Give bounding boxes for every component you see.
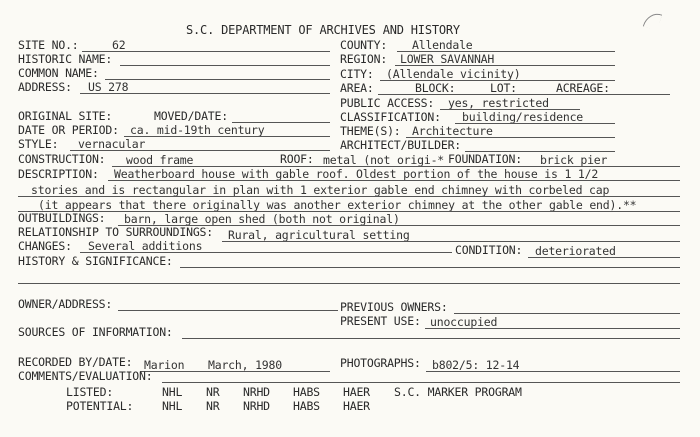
address-label: ADDRESS: <box>18 80 72 94</box>
listed-sc-marker: S.C. MARKER PROGRAM <box>394 385 522 399</box>
area-label: AREA: <box>340 81 374 95</box>
common-name-line <box>105 79 330 80</box>
foundation-label: FOUNDATION: <box>448 152 522 166</box>
construction-value: wood frame <box>126 153 194 167</box>
city-value: (Allendale vicinity) <box>386 67 521 81</box>
date-value: ca. mid-19th century <box>130 123 265 137</box>
potential-nrhd: NRHD <box>243 399 270 413</box>
relationship-value: Rural, agricultural setting <box>228 228 410 242</box>
construction-label: CONSTRUCTION: <box>18 152 106 166</box>
comments-label: COMMENTS/EVALUATION: <box>18 369 153 383</box>
site-no-line <box>82 51 330 52</box>
listed-haer: HAER <box>343 385 370 399</box>
description-rule-2 <box>18 196 680 197</box>
description-line-3: (it appears that there originally was another exterior chimney at the other gable end).** <box>38 198 637 212</box>
recorded-by-value: Marion <box>144 358 185 372</box>
county-label: COUNTY: <box>340 38 388 52</box>
condition-line <box>528 257 680 258</box>
photographs-line <box>426 371 680 372</box>
date-line <box>124 136 330 137</box>
city-label: CITY: <box>340 67 374 81</box>
lot-label: LOT: <box>490 81 517 95</box>
changes-label: CHANGES: <box>18 239 72 253</box>
listed-habs: HABS <box>293 385 320 399</box>
previous-owners-label: PREVIOUS OWNERS: <box>340 300 448 314</box>
site-no-label: SITE NO.: <box>18 38 79 52</box>
owner-label: OWNER/ADDRESS: <box>18 297 113 311</box>
theme-value: Architecture <box>412 124 493 138</box>
theme-label: THEME(S): <box>340 124 401 138</box>
history-label: HISTORY & SIGNIFICANCE: <box>18 254 173 268</box>
style-value: vernacular <box>78 137 146 151</box>
style-line <box>70 150 330 151</box>
foundation-value: brick pier <box>540 153 608 167</box>
style-label: STYLE: <box>18 137 59 151</box>
history-line-1 <box>180 267 680 268</box>
present-use-label: PRESENT USE: <box>340 314 421 328</box>
block-label: BLOCK: <box>415 81 456 95</box>
comments-line <box>162 382 680 383</box>
previous-owners-line <box>454 313 680 314</box>
classification-label: CLASSIFICATION: <box>340 110 441 124</box>
description-line-1: Weatherboard house with gable roof. Oldest portion of the house is 1 1/2 <box>114 167 599 181</box>
history-line-2 <box>18 283 680 284</box>
changes-value: Several additions <box>88 239 203 253</box>
changes-line <box>80 252 452 253</box>
region-value: LOWER SAVANNAH <box>400 52 495 66</box>
description-rule-1 <box>108 180 680 181</box>
photographs-label: PHOTOGRAPHS: <box>340 356 421 370</box>
listed-nhl: NHL <box>162 385 183 399</box>
relationship-line <box>222 241 680 242</box>
relationship-label: RELATIONSHIP TO SURROUNDINGS: <box>18 225 213 239</box>
recorded-line <box>140 371 330 372</box>
potential-haer: HAER <box>343 399 370 413</box>
address-line <box>80 93 330 94</box>
potential-nr: NR <box>206 399 220 413</box>
owner-line <box>118 310 338 311</box>
potential-nhl: NHL <box>162 399 183 413</box>
listed-nr: NR <box>206 385 220 399</box>
listed-nrhd: NRHD <box>243 385 270 399</box>
listed-label: LISTED: <box>66 385 114 399</box>
site-no-value: 62 <box>112 38 126 52</box>
moved-date-label: MOVED/DATE: <box>154 109 228 123</box>
historic-name-line <box>120 65 330 66</box>
original-site-label: ORIGINAL SITE: <box>18 109 113 123</box>
region-line <box>395 65 615 66</box>
public-access-label: PUBLIC ACCESS: <box>340 96 435 110</box>
corner-pencil-mark <box>643 10 663 31</box>
photographs-value: b802/5: 12-14 <box>432 358 520 372</box>
classification-value: building/residence <box>462 110 584 124</box>
outbuildings-label: OUTBUILDINGS: <box>18 211 106 225</box>
common-name-label: COMMON NAME: <box>18 66 99 80</box>
condition-label: CONDITION: <box>455 243 523 257</box>
description-label: DESCRIPTION: <box>18 167 99 181</box>
potential-habs: HABS <box>293 399 320 413</box>
present-use-value: unoccupied <box>430 315 498 329</box>
county-value: Allendale <box>412 38 473 52</box>
historic-name-label: HISTORIC NAME: <box>18 52 113 66</box>
potential-label: POTENTIAL: <box>66 399 134 413</box>
acreage-label: ACREAGE: <box>556 81 610 95</box>
condition-value: deteriorated <box>535 244 616 258</box>
roof-label: ROOF: <box>280 152 314 166</box>
outbuildings-value: barn, large open shed (both not original) <box>124 212 400 226</box>
architect-label: ARCHITECT/BUILDER: <box>340 138 462 152</box>
description-line-2: stories and is rectangular in plan with 1 exterior gable end chimney with corbeled cap <box>31 183 610 197</box>
public-access-value: yes, restricted <box>448 96 549 110</box>
address-value: US 278 <box>88 80 129 94</box>
recorded-label: RECORDED BY/DATE: <box>18 355 133 369</box>
roof-value: metal (not origi-* <box>323 153 445 167</box>
card-title: S.C. DEPARTMENT OF ARCHIVES AND HISTORY <box>186 23 460 37</box>
recorded-date-value: March, 1980 <box>208 358 282 372</box>
sources-line <box>182 338 680 339</box>
region-label: REGION: <box>340 52 388 66</box>
sources-label: SOURCES OF INFORMATION: <box>18 325 173 339</box>
present-use-line <box>425 328 680 329</box>
date-label: DATE OR PERIOD: <box>18 123 119 137</box>
area-line <box>378 94 670 95</box>
